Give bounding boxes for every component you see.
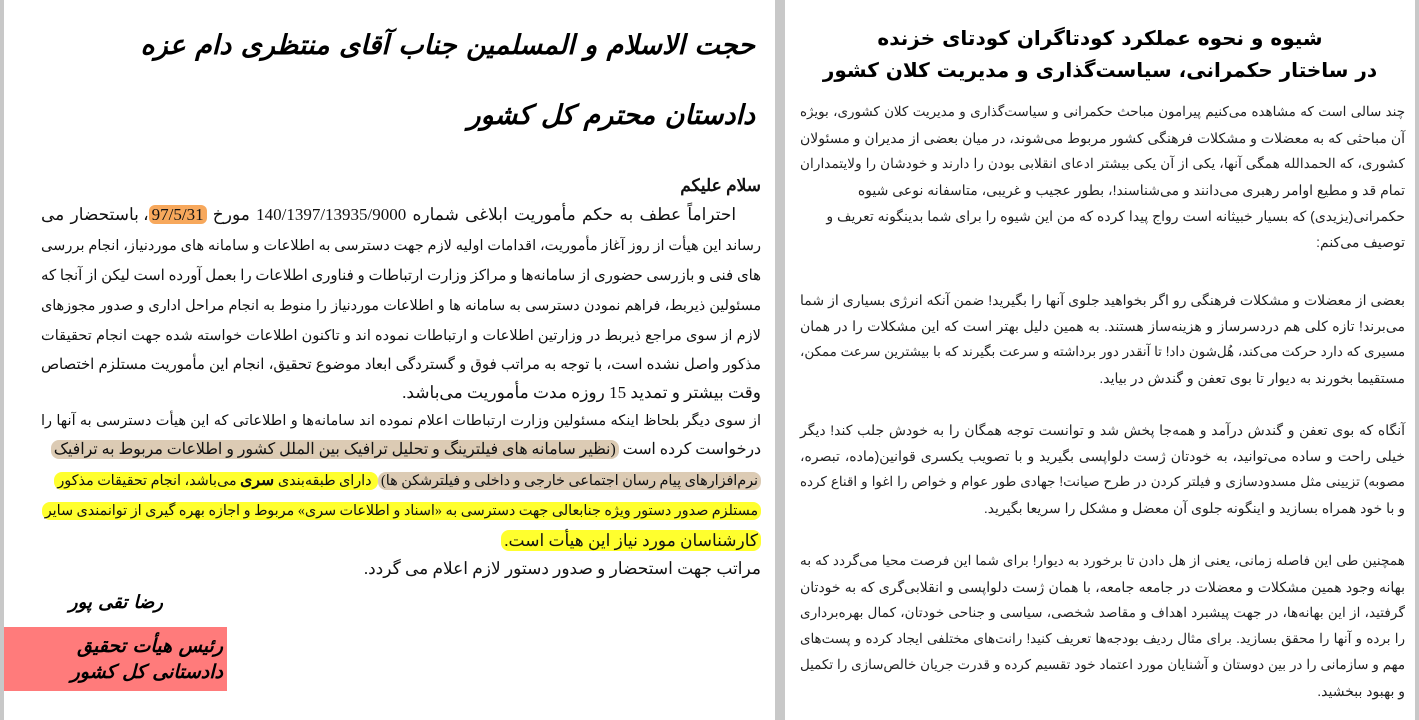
article-title-line2: در ساختار حکمرانی، سیاست‌گذاری و مدیریت کلان کشور <box>822 58 1378 82</box>
letter-line <box>41 202 761 228</box>
secret-classification: سری <box>240 472 275 489</box>
article-line: مستقیما بخورند به دیوار تا بوی تعفن و گندش در بیاید. <box>1099 370 1405 386</box>
official-letter <box>4 0 775 720</box>
letter-line: مذکور واصل نشده است، با توجه به مراتب فوق و گستردگی ابعاد موضوع تحقیق، انجام این مأموریت مستلزم اختصاص <box>41 357 761 373</box>
article-line: مصوبه) تزیینی مثل مسدودسازی و فیلتر کردن در طرح صیانت! جهادی طور عوام و خواص را اغوا و اقناع کرده <box>800 474 1405 489</box>
letter-line: وقت بیشتر و تمدید 15 روزه مدت مأموریت می‌باشد. <box>402 383 761 402</box>
letter-line: لازم از سوی مراجع ذیربط در وزارتین اطلاعات و ارتباطات نموده اند و تاکنون اطلاعات خواسته شده جهت انجام تحقیقات <box>41 328 761 344</box>
tan-highlight: نرم‌افزارهای پیام رسان اجتماعی خارجی و داخلی و فیلترشکن ها) <box>378 472 761 490</box>
letter-line: مسئولین ذیربط، فراهم نمودن دسترسی به سامانه ها و اطلاعات موردنیاز را منوط به انجام مراحل اداری و صدور مجوزهای <box>41 298 761 314</box>
article-line: حکمرانی(یزیدی) که بسیار خبیثانه است رواج پیدا کرده که من این شیوه را برای شما بدینگونه تعریف و <box>826 208 1405 224</box>
salutation: سلام علیکم <box>680 176 761 195</box>
letter-text: ، باستحضار می <box>41 205 149 224</box>
letter-addressee-title: دادستان محترم کل کشور <box>467 100 755 131</box>
article-line: و با خود همراه بسازید و اینگونه جلوی آن معضل و مشکل را سریعا بگیرید. <box>983 500 1405 516</box>
article-line: گرفتید، از این بهانه‌ها، در جهت پیشبرد اهداف و مقاصد شخصی، سیاسی و جناحی خودتان، کمال بهره‌برداری <box>800 605 1405 620</box>
letter-text: می‌باشد، انجام تحقیقات مذکور <box>57 473 241 489</box>
yellow-highlight: کارشناسان مورد نیاز این هیأت است. <box>501 530 761 551</box>
letter-line: های فنی و بازرسی حضوری از سامانه‌ها و مراکز وزارت ارتباطات و فناوری اطلاعات را بعمل آورده است لیکن از آنجا که <box>41 268 761 284</box>
letter-closing: مراتب جهت استحضار و صدور دستور لازم اعلام می گردد. <box>363 559 761 578</box>
article-line: چند سالی است که مشاهده می‌کنیم پیرامون مباحث حکمرانی و سیاست‌گذاری و مدیریت کلان کشوری، بویژه <box>800 104 1405 119</box>
letter-addressee: حجت الاسلام و المسلمین جناب آقای منتظری دام عزه <box>140 30 755 61</box>
letter-line: رساند این هیأت از روز آغاز مأموریت، اقدامات اولیه لازم جهت دسترسی به اطلاعات و سامانه های موردنیاز، انجام بررسی <box>41 238 761 254</box>
tan-highlight: (نظیر سامانه های فیلترینگ و تحلیل ترافیک بین الملل کشور و اطلاعات مربوط به ترافیک <box>51 440 619 459</box>
article-line: آنگاه که بوی تعفن و گندش درآمد و همه‌جا پخش شد و توانست توجه همگان را به خودش جلب کند! دیگر <box>800 422 1406 438</box>
yellow-highlight <box>54 472 378 490</box>
article-title-line1: شیوه و نحوه عملکرد کودتاگران کودتای خزنده <box>877 26 1323 50</box>
letter-line: از سوی دیگر بلحاظ اینکه مسئولین وزارت ارتباطات اعلام نموده اند سامانه‌ها و اطلاعاتی که این هیأت دسترسی به آنها را <box>41 413 761 429</box>
letter-line <box>41 468 761 494</box>
article-line: تمام قد و مطیع اوامر رهبری می‌دانند و می‌شناسند!، بطور عجیب و غریبی، متاسفانه نوعی شیوه <box>857 182 1405 198</box>
date-highlight: 97/5/31 <box>149 205 207 224</box>
letter-line <box>41 528 761 554</box>
article-line: مهم و سازمانی را در بین دوستان و آشنایان مورد اعتماد خود تقسیم کرده و قدرت جریان خالص‌سازی را تکمیل <box>800 657 1405 672</box>
article <box>785 0 1415 720</box>
article-line: مسیری که دارد حرکت می‌کند، هُل‌شون داد! تا آنقدر دور برداشته و سرعت بگیرند که با بیشترین سرعت ممکن، <box>800 344 1405 359</box>
letter-line <box>41 498 761 524</box>
article-line: بعضی از معضلات و مشکلات فرهنگی رو اگر بخواهید جلوی آنها را بگیرید! ضمن آنکه انرژی بسیاری از شما <box>800 292 1405 308</box>
article-line: را برده و آنها را محقق بسازید. برای مثال ردیف بودجه‌ها تعریف کنید! رانت‌های مختلفی ایجاد کرده و پست‌های <box>800 631 1405 646</box>
article-line: آن مباحثی که به معضلات و مشکلات فرهنگی کشور مربوط می‌شوند، در میان بعضی از مدیران و مسئولان <box>800 130 1405 146</box>
letter-text: دارای طبقه‌بندی <box>274 473 376 489</box>
article-line: می‌برند! تازه کلی هم دردسرساز و هزینه‌ساز هستند. به همین دلیل بهتر است که این مشکلات را در همان <box>800 318 1405 334</box>
yellow-highlight: مستلزم صدور دستور ویژه جنابعالی جهت دسترسی به «اسناد و اطلاعات سری» مربوط و اجازه بهره گیری از توانمندی سایر <box>42 502 761 520</box>
article-line: خیلی راحت و ساده می‌توانید، به خودتان ژست دلواپسی بگیرید و با تصویب یکسری قوانین(ماده، تبصره، <box>800 448 1405 464</box>
article-line: کشوری، که الحمدالله همگی آنها، یکی از آن یکی بیشتر ادعای انقلابی بودن را دارند و خودشان را ولایتمداران <box>800 156 1405 171</box>
letter-text: احتراماً عطف به حکم مأموریت ابلاغی شماره 140/1397/13935/9000 مورخ <box>206 205 737 224</box>
article-line: بهانه وجود همین مشکلات و معضلات در جامعه جامعه، با همان ژست دلواپسی و انقلابی‌گری که به خودتان <box>800 579 1405 595</box>
signer-title: رئیس هیأت تحقیق دادستانی کل کشور <box>4 627 227 691</box>
article-line: و بهبود ببخشید. <box>1317 683 1405 699</box>
signer-name: رضا تقی پور <box>68 592 163 613</box>
article-line: همچنین طی این فاصله زمانی، یعنی از هل دادن تا برخورد به دیوار! برای شما این فرصت محیا می‌گردد که به <box>800 553 1405 568</box>
article-line: توصیف می‌کنم: <box>1316 234 1405 250</box>
letter-text: درخواست کرده است <box>618 441 761 458</box>
letter-line <box>41 437 761 463</box>
